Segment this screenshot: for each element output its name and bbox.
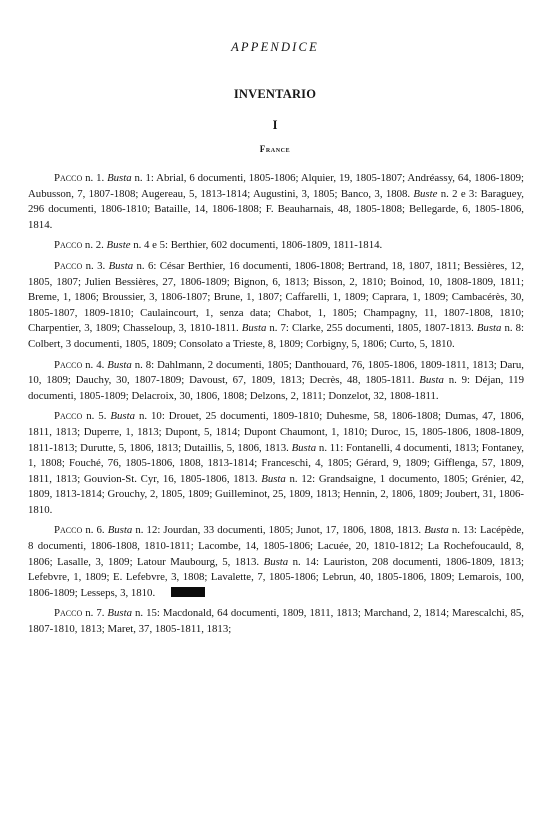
inventory-text: n. 6. [82, 524, 108, 537]
inventory-text: n. 4. [82, 358, 108, 371]
inventory-text: n. 1: Abrial, 6 documenti, 1805-1806; Alquier, 19, 1805-1807; Andréassy, 64, 1806-1809; Aubusson, 7, 1807-1808; Augereau, 5, 1813-1814; Augustini, 3, 1805; Banco, 3, 1808. [28, 172, 524, 200]
inventory-paragraph [28, 358, 524, 405]
packet-label: Pacco [54, 410, 83, 423]
folder-label: Busta [107, 358, 132, 371]
inventory-text: n. 1. [82, 172, 108, 184]
inventory-text: n. 3. [82, 259, 109, 272]
inventory-paragraph [28, 606, 524, 637]
inventory-text: n. 9: Déjan, 119 documenti, 1805-1809; Delacroix, 30, 1806, 1808; Delzons, 2, 1811; Donzelot, 32, 1808-1811. [28, 374, 524, 402]
packet-label: Pacco [54, 259, 83, 272]
inventory-text: n. 2 e 3: Baraguey, 296 documenti, 1806-1810; Bataille, 14, 1806-1808; F. Beauharnais, 48, 1805-1808; Bellegarde, 6, 1805-1806, 1814. [28, 187, 524, 231]
inventory-paragraph [28, 523, 524, 601]
inventory-text: n. 4 e 5: Berthier, 602 documenti, 1806-1809, 1811-1814. [130, 239, 383, 252]
packet-label: Pacco [54, 239, 83, 252]
folder-label: Busta [108, 259, 134, 272]
section-heading: France [259, 144, 291, 154]
inventory-paragraph [28, 238, 524, 254]
folder-label: Busta [261, 472, 286, 485]
inventory-text: n. 7: Clarke, 255 documenti, 1805, 1807-1813. [266, 322, 477, 335]
packet-label: Pacco [54, 524, 83, 537]
inventory-text: n. 14: Lauriston, 208 documenti, 1806-1809, 1813; Lefebvre, 1, 1809; E. Lefebvre, 3, 1808; Lavalette, 7, 1805-1806; Lebrun, 40, 1805-1806, 1809; Lemarois, 100, 1806-1809; Lesseps, 3, 1810. [28, 555, 525, 599]
folder-label: Busta [419, 374, 444, 387]
inventory-text: n. 5. [82, 410, 111, 423]
appendix-heading: APPENDICE [231, 40, 319, 54]
packet-label: Pacco [54, 607, 83, 620]
folder-label: Busta [110, 410, 135, 423]
inventory-paragraph [28, 171, 524, 233]
inventory-text: n. 11: Fontanelli, 4 documenti, 1813; Fontaney, 1, 1808; Fouché, 76, 1805-1806, 1808, 1813-1814; Franceschi, 4, 1805; Gérard, 9, 1809; Gifflenga, 57, 1809, 1811, 1813; Gouvion-St. Cyr, 16, 1805-1806, 1813. [28, 441, 524, 485]
folder-label: Busta [476, 322, 502, 335]
inventory-paragraph [28, 259, 524, 353]
inventory-text: n. 13: Lacépède, 8 documenti, 1806-1808, 1810-1811; Lacombe, 14, 1805-1806; Lacuée, 20, 1810-1812; La Rochefoucauld, 8, 1806; Lasalle, 3, 1809; Latour Maubourg, 5, 1813. [28, 524, 524, 568]
folder-label: Busta [107, 524, 133, 537]
folder-label: Busta [291, 441, 317, 454]
folder-label: Buste [106, 239, 131, 252]
inventory-text: n. 2. [82, 239, 107, 252]
inventory-text: n. 7. [82, 607, 108, 620]
folder-label: Busta [107, 172, 132, 184]
inventory-text: n. 8: Dahlmann, 2 documenti, 1805; Danthouard, 76, 1805-1806, 1809-1811, 1813; Daru, 10, 1809; Dauchy, 30, 1807-1809; Davoust, 67, 1809, 1813; Decrès, 48, 1805-1811. [28, 358, 524, 387]
inventory-paragraph [28, 409, 524, 518]
folder-label: Buste [413, 187, 438, 200]
inventory-text: n. 12: Grandsaigne, 1 documento, 1805; Grénier, 42, 1809, 1813-1814; Grouchy, 2, 1805, 1809; Guilleminot, 25, 1809, 1813; Hennin, 2, 1806, 1809; Joubert, 31, 1806-1810. [28, 472, 525, 516]
folder-label: Busta [263, 555, 289, 568]
inventory-text: n. 12: Jourdan, 33 documenti, 1805; Junot, 17, 1806, 1808, 1813. [132, 524, 425, 537]
inventory-text: n. 6: César Berthier, 16 documenti, 1806-1808; Bertrand, 18, 1807, 1811; Bessières, 12, 1805, 1807; Julien Bessières, 27, 1806-1809; Bignon, 6, 1813; Bisson, 2, 1810; Boinod, 10, 1808-1809, 1811; Breme, 1, 1806; Broussier, 3, 1806-1807; Brune, 1, 1807; Caffarelli, 1, 1809; Caprara, 1, 1809; Cambacérès, 30, 1805-1807, 1809-1810; Caulaincourt, 1, senza data; Chabot, 1, 1805; Champagny, 11, 1807-1808, 1810; Charpentier, 3, 1809; Chasseloup, 3, 1810-1811. [28, 259, 525, 335]
inventory-text: n. 8: Colbert, 3 documenti, 1805, 1809; Consolato a Trieste, 8, 1809; Corbigny, 5, 1806; Curto, 5, 1810. [28, 322, 524, 350]
folder-label: Busta [241, 322, 267, 335]
inventory-text: n. 15: Macdonald, 64 documenti, 1809, 1811, 1813; Marchand, 2, 1814; Marescalchi, 85, 1807-1810, 1813; Maret, 37, 1805-1811, 1813; [28, 607, 524, 636]
folder-label: Busta [107, 607, 132, 620]
inventory-text: n. 10: Drouet, 25 documenti, 1809-1810; Duhesme, 58, 1806-1808; Dumas, 47, 1806, 1811, 1813; Duperre, 1, 1813; Dupont, 5, 1814; Dupont Chaumont, 1, 1810; Duroc, 15, 1805-1806, 1808-1809, 1811-1813; Durutte, 5, 1806, 1813; Dutaillis, 5, 1806, 1813. [28, 410, 524, 454]
packet-label: Pacco [54, 172, 83, 184]
folder-label: Busta [424, 524, 449, 537]
inventory-body [28, 171, 524, 643]
inventory-heading: INVENTARIO [233, 87, 317, 101]
section-numeral: I [272, 118, 278, 132]
redaction-mark [171, 587, 205, 597]
packet-label: Pacco [54, 358, 83, 371]
